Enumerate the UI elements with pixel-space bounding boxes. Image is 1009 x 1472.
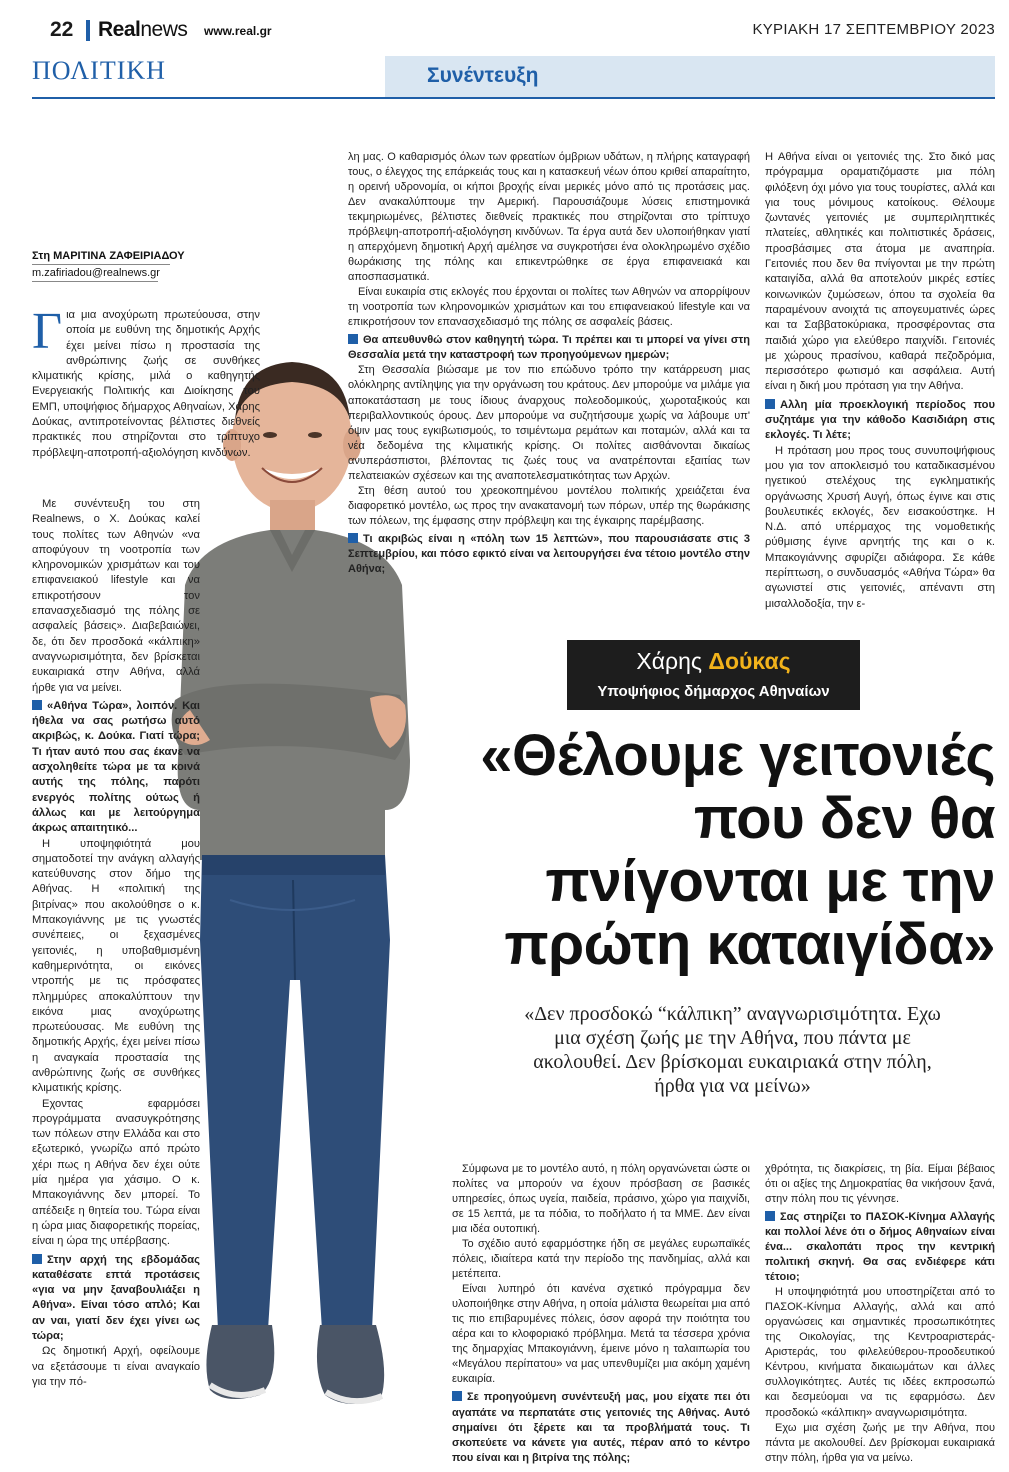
question-marker-icon [348,533,358,543]
middle-column-top [348,150,750,577]
right-column-bottom [765,1162,995,1466]
byline-rule [32,264,170,265]
byline: Στη ΜΑΡΙΤΙΝΑ ΖΑΦΕΙΡΙΑΔΟΥ [32,250,185,262]
interview-question: Θα απευθυνθώ στον καθηγητή τώρα. Τι πρέπει και τι μπορεί να γίνει στη Θεσσαλία μετά την καταστροφή των προηγούμενων ημερών; [348,334,750,362]
interview-question: Αλλη μία προεκλογική περίοδος που συζητάμε για την κάθοδο Κασιδιάρη στις εκλογές. Τι λέτε; [765,398,995,442]
candidate-title: Υποψήφιος δήμαρχος Αθηναίων [597,683,830,700]
answer-paragraph: Στη Θεσσαλία βιώσαμε με τον πιο επώδυνο τρόπο την κατάρρευση μιας ολόκληρης αντίληψης για την οργάνωση του κράτους. Δεν μπορούμε να μιλάμε για αποκατάσταση με τους ίδιους άναρχους πολεοδομικούς, χωροταξικούς και περιβαλλοντικούς όρους. Δεν μπορούμε να συζητήσουμε χωρίς να λάβουμε υπ' όψιν μας τους εγκιβωτισμούς, το τσιμέντωμα ρεμάτων και ποταμών, αλλά και τα νέα δεδομένα της κλιματικής κρίσης. Οι πολίτες αισθάνονται δικαίως ανυπεράσπιστοι, βλέποντας τις ζωές τους να ανατρέπονται εξαιτίας των πελατειακών σχέσεων και της αναποτελεσματικότητας των Αρχών. [348,364,750,482]
answer-paragraph: Το σχέδιο αυτό εφαρμόστηκε ήδη σε μεγάλες ευρωπαϊκές πόλεις, ιδιαίτερα κατά την περίοδο της πανδημίας, αλλά και μετέπειτα. [452,1238,750,1281]
question-marker-icon [32,1254,42,1264]
rubric-box [385,56,995,97]
question-marker-icon [765,1211,775,1221]
interview-question: «Αθήνα Τώρα», λοιπόν. Και ήθελα να σας ρωτήσω αυτό ακριβώς, κ. Δούκα. Γιατί τώρα; Τι ήταν αυτό που σας έκανε να ασχοληθείτε τώρα με τα κοινά αυτής της πόλης, παρότι ενεργός πολίτης ούτως ή άλλως και με λειτούργημα άκρως απαιτητικό... [32,699,200,835]
answer-paragraph: Είναι ευκαιρία στις εκλογές που έρχονται οι πολίτες των Αθηνών να απορρίψουν τη νοοτροπία των κληρονομικών χρισμάτων και του επιφανειακού lifestyle και να επικροτήσουν τον επανασχεδιασμό της πόλης σε ασφαλείς βάσεις. [348,286,750,329]
page-header [50,14,995,50]
answer-paragraph: Εχοντας εφαρμόσει προγράμματα ανασυγκρότησης των πόλεων στην Ελλάδα και στο εξωτερικό, γνωρίζω από πρώτο χέρι πως η Αθήνα δεν έχει ούτε μία ημέρα για χάσιμο. Ο κ. Μπακογιάννης δεν μπορεί. Το απέδειξε η θητεία του. Τώρα είναι η ώρα μιας διαφορετικής πορείας, είναι η ώρα της υπέρβασης. [32,1097,200,1248]
answer-paragraph: Σύμφωνα με το μοντέλο αυτό, η πόλη οργανώνεται ώστε οι πολίτες να μπορούν να έχουν πρόσβαση σε βασικές υπηρεσίες, όπως υγεία, παιδεία, πράσινο, χώρο για παιχνίδι, σε 15 λεπτά, με τα πόδια, το ποδήλατο ή τα ΜΜΕ. Δεν είναι μια ιδέα ουτοπική. [452,1163,750,1236]
answer-paragraph: Η υποψηφιότητά μου σηματοδοτεί την ανάγκη αλλαγής κατεύθυνσης στον δήμο της Αθήνας. Η «πολιτική της βιτρίνας» που ακολούθησε ο κ. Μπακογιάννης με τις γνωστές συνέπειες, οι ξεχασμένες γειτονιές, η υποβαθμισμένη καθημερινότητα, οι εικόνες ντροπής με τις πρόσφατες πλημμύρες αποκαλύπτουν την εικόνα μιας ανοχύρωτης πρωτεύουσας. Με ευθύνη της δημοτικής Αρχής, έχει μείνει πίσω η αναγκαία προστασία της ανθρώπινης ζωής σε συνθήκες κλιματικής κρίσης. [32,837,200,1095]
answer-paragraph: Ως δημοτική Αρχή, οφείλουμε να εξετάσουμε τι είναι αναγκαίο για την πό- [32,1345,200,1388]
brand-logo: Realnews [98,18,188,41]
brand-url: www.real.gr [204,24,272,38]
section-rule [32,97,995,99]
question-marker-icon [452,1391,462,1401]
interview-question: Σε προηγούμενη συνέντευξή μας, μου είχατε πει ότι αγαπάτε να περπατάτε στις γειτονιές της Αθήνας. Αυτό σημαίνει ότι ξέρετε και τα προβλήματά τους. Τι σκοπεύετε να κάνετε για αυτές, πέραν από το κέντρο που είναι και η βιτρίνα της πόλης; [452,1391,750,1464]
email-rule [32,281,158,282]
question-marker-icon [765,399,775,409]
answer-paragraph: Με συνέντευξη του στη Realnews, ο Χ. Δούκας καλεί τους πολίτες των Αθηνών «να αποφύγουν τη νοοτροπία των κληρονομικών χρισμάτων και του επιφανειακού lifestyle και να επικροτήσουν τον επανασχεδιασμό της πόλης σε ασφαλείς βάσεις». Διαβεβαιώνει, δε, ότι δεν προσδοκά «κάλπικη» αναγνωρισιμότητα, δεν βρίσκεται ευκαιριακά στην Αθήνα, αλλά ήρθε για να μείνει. [32,498,200,694]
interview-question: Σας στηρίζει το ΠΑΣΟΚ-Κίνημα Αλλαγής και πολλοί λένε ότι ο δήμος Αθηναίων είναι ένα... σκαλοπάτι προς την κεντρική πολιτική σκηνή. Θα σας ενδιέφερε κάτι τέτοιο; [765,1211,995,1284]
author-email: m.zafiriadou@realnews.gr [32,267,160,279]
section-title: ΠΟΛΙΤΙΚΗ [32,56,166,85]
intro-paragraph: ια μια ανοχύρωτη πρωτεύουσα, στην οποία με ευθύνη της δημοτικής Αρχής έχει μείνει πίσω η προστασία της ανθρώπινης ζωής σε συνθήκες κλιματικής κρίσης, μιλά ο καθηγητής Ενεργειακής Πολιτικής και Διοίκησης του ΕΜΠ, υποψήφιος δήμαρχος Αθηναίων, Χάρης Δούκας, αντιπροτείνοντας βέλτιστες διεθνείς πρακτικές που στηρίζονται στο τρίπτυχο πρόβλεψη-αποτροπή-αξιολόγηση κινδύνων. [32,309,260,459]
right-column-top [765,150,995,612]
dropcap: Γ [32,303,63,360]
question-marker-icon [32,700,42,710]
section-bar [32,56,995,100]
answer-paragraph: Η πρόταση μου προς τους συνυποψήφιους μου για τον αποκλεισμό του καταδικασμένου ηγετικού στελέχους της εγκληματικής οργάνωσης Χρυσή Αυγή, όπως έγινε και στις βουλευτικές εκλογές, δεν εισακούστηκε. Η Ν.Δ. από υπέρμαχος της νομοθετικής ρύθμισης έγινε αρνητής της και ο κ. Μπακογιάννης σφυρίζει αδιάφορα. Σε κάθε περίπτωση, ο συνδυασμός «Αθήνα Τώρα» θα αγωνιστεί στις γειτονιές, απέναντι στη μισαλλοδοξία, την ε- [765,444,995,610]
question-marker-icon [348,334,358,344]
headline: «Θέλουμε γειτονιές που δεν θα πνίγονται με την πρώτη καταιγίδα» [480,723,995,977]
interview-question: Τι ακριβώς είναι η «πόλη των 15 λεπτών», που παρουσιάσατε στις 3 Σεπτεμβρίου, και πόσο εφικτό είναι να λειτουργήσει ένα τέτοιο μοντέλο στην Αθήνα; [348,532,750,575]
page-number: 22 [50,18,74,41]
header-divider [86,20,90,41]
answer-paragraph: Είναι λυπηρό ότι κανένα σχετικό πρόγραμμα δεν υλοποιήθηκε στην Αθήνα, η οποία μάλιστα θεωρείται μια από τις πιο επιβαρυμένες πόλεις, όσον αφορά την ποιότητα του αέρα και το κλοφοριακό πρόβλημα. Μετά τα τέσσερα χρόνια της δημαρχίας Μπακογιάννη, έμεινε μόνο η ταλαιπωρία του «Μεγάλου περίπατου» να μας υπενθυμίζει μια ακόμη χαμένη ευκαιρία. [452,1283,750,1386]
pull-quote: «Δεν προσδοκώ “κάλπικη” αναγνωρισιμότητα. Εχω μια σχέση ζωής με την Αθήνα, που πάντα με ακολουθεί. Δεν βρίσκομαι ευκαιριακά στην πόλη, ήρθα για να μείνω» [524,1003,941,1097]
left-column [32,497,200,1390]
answer-paragraph: Εχω μια σχέση ζωής με την Αθήνα, που πάντα με ακολουθεί. Δεν βρίσκομαι ευκαιριακά στην πόλη, ήρθα για να μείνω. [765,1421,995,1464]
answer-paragraph: Η υποψηφιότητά μου υποστηρίζεται από το ΠΑΣΟΚ-Κίνημα Αλλαγής, αλλά και από οργανώσεις και σημαντικές προσωπικότητες της Οικολογίας, της Κεντροαριστεράς-Αριστεράς, του φιλελεύθερου-προοδευτικού Κέντρου, κινήματα δικαιωμάτων και άλλες συλλογικότητες. Αυτές τις ιδέες εκπροσωπώ και δεσμεύομαι να τις εφαρμόσω. Δεν προσδοκώ «κάλπικη» αναγνωρισιμότητα. [765,1286,995,1419]
answer-paragraph: Η Αθήνα είναι οι γειτονιές της. Στο δικό μας πρόγραμμα οραματιζόμαστε μια πόλη φιλόξενη όχι μόνο για τους τουρίστες, αλλά και για τους μόνιμους κατοίκους. Θέλουμε ζωντανές γειτονιές με συμπεριληπτικές πλατείες, αθλητικές και πολιτιστικές δράσεις, προσβάσιμες στα άτομα με αναπηρία. Γειτονιές που δεν θα πνίγονται με την πρώτη καταιγίδα, αλλά θα αποτελούν μικρές εστίες κοινωνικών ζυμώσεων, όπου τα σχολεία θα παραμένουν ανοιχτά τις απογευματινές ώρες και τα Σαββατοκύριακα, προσφέροντας στα παιδιά χώρο για ελεύθερο παιχνίδι. Γειτονιές με χώρους πρασίνου, καθαρά πεζοδρόμια, περισσότερο φωτισμό και ασφάλεια. Αυτή είναι η δική μου πρόταση για την Αθήνα. [765,151,995,393]
middle-column-bottom [452,1162,750,1466]
interview-question: Στην αρχή της εβδομάδας καταθέσατε επτά προτάσεις «για να μην ξαναβουλιάξει η Αθήνα». Είναι τόσο απλό; Και αν ναι, γιατί δεν έχει γίνει ως τώρα; [32,1253,200,1343]
issue-date: ΚΥΡΙΑΚΗ 17 ΣΕΠΤΕΜΒΡΙΟΥ 2023 [752,21,995,38]
answer-paragraph: Στη θέση αυτού του χρεοκοπημένου μοντέλου πολιτικής χρειάζεται ένα διαφορετικό μοντέλο, ως προς την ανακατανομή των πόρων, υπέρ της θωράκισης των πόλεων, της έμφασης στην πρόβλεψη και της έγκαιρης παρέμβασης. [348,484,750,527]
answer-paragraph: χθρότητα, τις διακρίσεις, τη βία. Είμαι βέβαιος ότι οι αξίες της Δημοκρατίας θα νικήσουν ξανά, στην πόλη που τις γέννησε. [765,1163,995,1206]
rubric-label: Συνέντευξη [427,64,539,87]
intro-text [32,303,260,461]
answer-paragraph: λη μας. Ο καθαρισμός όλων των φρεατίων όμβριων υδάτων, η πλήρης καταγραφή τους, ο έλεγχος της επάρκειάς τους και η κατασκευή νέων όπου κριθεί απαραίτητο, η ορεινή υδρονομία, οι κήποι βροχής είναι μερικές μόνο από τις προτάσεις μας. Δεν ανακαλύπτουμε την Αμερική. Παρουσιάζουμε λύσεις επιστημονικά τεκμηριωμένες, βέλτιστες διεθνείς πρακτικές που στηρίζονται στο τρίπτυχο πρόβλεψη-αποτροπή-αξιολόγηση κινδύνων. Τα έργα αυτά δεν υλοποιήθηκαν γιατί η απερχόμενη δημοτική Αρχή αμέλησε να συγκροτήσει ένα ολοκληρωμένο σχέδιο θωράκισης της πόλης και επικεντρώθηκε σε έργα επιφανειακά και αποσπασματικά. [348,151,750,284]
name-box [567,640,860,710]
candidate-name: Χάρης Δούκας [636,648,791,674]
